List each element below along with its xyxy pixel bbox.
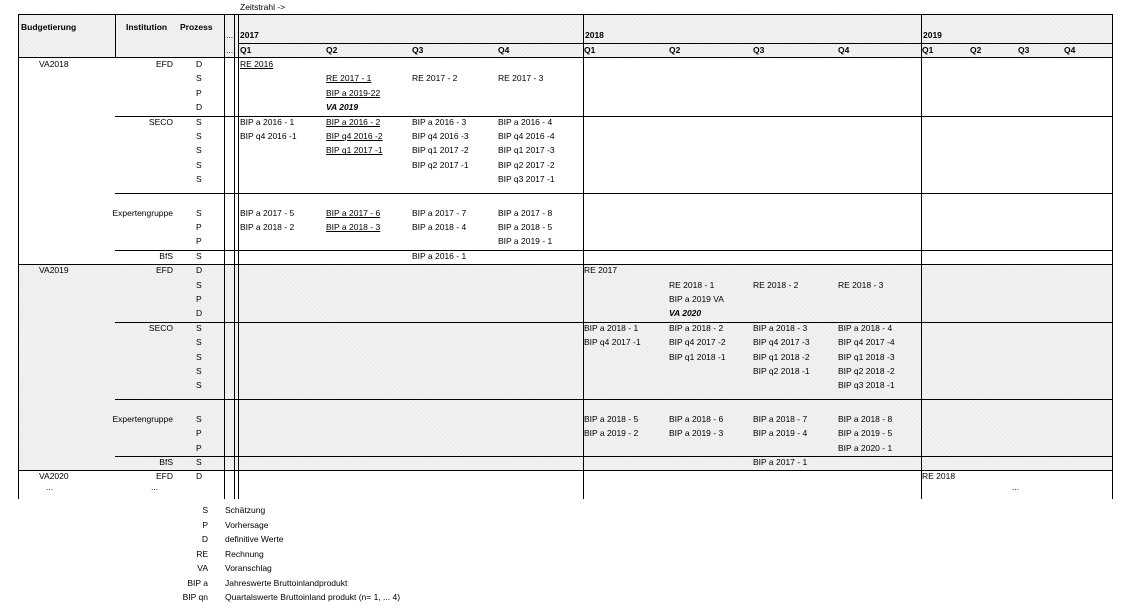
continuation-timeline: ...: [1012, 481, 1020, 492]
timeline-entry: BIP a 2018 - 8: [838, 413, 893, 424]
timeline-entry: BIP a 2018 - 3: [753, 322, 808, 333]
timeline-entry: BIP a 2018 - 1: [584, 322, 639, 333]
legend-text: Schätzung: [225, 505, 266, 515]
timeline-entry: BIP a 2016 - 2: [326, 116, 381, 127]
timeline-entry: BIP a 2018 - 3: [326, 222, 381, 232]
group-border: [115, 193, 1113, 194]
legend-text: definitive Werte: [225, 534, 284, 544]
budgetierung-header: Budgetierung: [21, 22, 77, 32]
timeline-label: Zeitstrahl ->: [240, 2, 286, 12]
process-code: S: [196, 457, 202, 467]
continuation-institution: ...: [151, 481, 159, 492]
process-code: S: [196, 413, 202, 424]
quarter-label-2018-q2: Q2: [669, 45, 681, 55]
year-column-border: [238, 14, 239, 499]
legend-abbr: P: [202, 519, 208, 530]
legend-abbr: BIP qn: [182, 592, 208, 602]
group-border: [115, 399, 1113, 400]
timeline-entry: BIP q1 2017 -1: [326, 145, 383, 156]
timeline-entry: BIP q4 2017 -1: [584, 337, 641, 348]
table-right-border: [1112, 14, 1113, 499]
process-code: D: [196, 102, 203, 113]
timeline-entry: RE 2018 - 2: [753, 279, 799, 290]
timeline-entry: BIP q4 2017 -2: [669, 337, 726, 348]
timeline-entry: BIP a 2017 - 6: [326, 207, 381, 218]
timeline-entry: RE 2017 - 2: [412, 73, 458, 84]
timeline-entry: BIP a 2018 - 7: [753, 413, 808, 424]
process-code: P: [196, 442, 202, 453]
process-code: S: [196, 279, 202, 290]
group-border: [115, 456, 1113, 457]
timeline-entry: BIP a 2019 - 4: [753, 428, 808, 439]
legend-abbr: BIP a: [187, 577, 208, 588]
timeline-entry: BIP a 2016 - 1: [412, 250, 467, 261]
legend-abbr: S: [202, 505, 208, 515]
process-code: S: [196, 207, 202, 218]
process-code: S: [196, 351, 202, 362]
quarter-label-2019-q3: Q3: [1018, 45, 1030, 55]
timeline-entry: BIP a 2018 - 5: [584, 413, 639, 424]
timeline-entry: BIP q4 2017 -4: [838, 337, 895, 348]
ellipsis-column-border: [234, 14, 235, 499]
timeline-entry: BIP q1 2018 -1: [669, 351, 726, 362]
budget-label-va2020: VA2020: [39, 471, 69, 482]
quarter-label-2018-q4: Q4: [838, 45, 850, 55]
process-code: S: [196, 366, 202, 376]
timeline-entry: BIP q1 2018 -3: [838, 351, 895, 362]
institution-efd: EFD: [156, 471, 173, 482]
timeline-entry: RE 2017 - 1: [326, 73, 372, 84]
timeline-entry: BIP a 2019-22: [326, 87, 381, 98]
quarter-label-2017-q2: Q2: [326, 45, 338, 55]
timeline-entry: RE 2018 - 3: [838, 279, 884, 290]
timeline-entry: BIP q3 2018 -1: [838, 380, 895, 391]
process-code: S: [196, 145, 202, 156]
timeline-entry: RE 2018 - 1: [669, 279, 715, 290]
year-column-border: [583, 14, 584, 499]
ellipsis-column-border: [224, 14, 225, 499]
institution-efd: EFD: [156, 59, 173, 69]
process-code: S: [196, 250, 202, 261]
quarter-label-2018-q3: Q3: [753, 45, 765, 55]
timeline-entry: BIP a 2017 - 1: [753, 457, 808, 467]
quarter-label-2019-q4: Q4: [1064, 45, 1076, 55]
timeline-entry: RE 2017 - 3: [498, 73, 544, 84]
timeline-entry: BIP q4 2016 -4: [498, 131, 555, 141]
institution-bfs: BfS: [159, 250, 173, 261]
quarter-label-2018-q1: Q1: [584, 45, 596, 55]
year-label-2019: 2019: [923, 30, 942, 40]
timeline-entry: RE 2018: [922, 471, 956, 482]
timeline-entry: BIP q2 2017 -2: [498, 159, 555, 170]
timeline-entry: RE 2017: [584, 265, 618, 276]
institution-seco: SECO: [148, 322, 173, 333]
continuation-budget: ...: [46, 481, 54, 492]
timeline-entry: BIP q1 2017 -2: [412, 145, 469, 156]
timeline-entry: BIP a 2017 - 7: [412, 207, 467, 218]
timeline-entry: BIP q2 2018 -1: [753, 366, 810, 376]
quarter-label-2019-q1: Q1: [922, 45, 934, 55]
timeline-entry: BIP a 2019 - 2: [584, 428, 639, 439]
year-label-2017: 2017: [240, 30, 259, 40]
timeline-entry: BIP q4 2016 -2: [326, 131, 383, 141]
timeline-entry: BIP q2 2018 -2: [838, 366, 895, 376]
institution-expertengruppe: Expertengruppe: [112, 207, 173, 218]
timeline-entry: BIP q4 2016 -3: [412, 131, 469, 141]
legend-text: Voranschlag: [225, 563, 272, 573]
timeline-entry: BIP a 2016 - 1: [240, 116, 295, 127]
institution-efd: EFD: [156, 265, 173, 276]
legend-abbr: D: [201, 534, 208, 544]
timeline-entry: BIP a 2016 - 3: [412, 116, 467, 127]
process-code: P: [196, 294, 202, 304]
timeline-entry: BIP a 2018 - 2: [240, 222, 295, 232]
timeline-entry: BIP a 2018 - 6: [669, 413, 724, 424]
legend-abbr: RE: [196, 548, 208, 559]
timeline-entry: BIP a 2018 - 4: [838, 322, 893, 333]
budget-label-va2019: VA2019: [39, 265, 69, 276]
header-bottom-border: [18, 57, 1113, 58]
timeline-entry: BIP q1 2018 -2: [753, 351, 810, 362]
timeline-entry: BIP a 2019 - 1: [498, 236, 553, 247]
timeline-entry: BIP a 2017 - 8: [498, 207, 553, 218]
process-code: S: [196, 116, 202, 127]
timeline-entry: BIP a 2017 - 5: [240, 207, 295, 218]
process-code: P: [196, 236, 202, 247]
process-code: S: [196, 159, 202, 170]
legend-text: Quartalswerte Bruttoinland produkt (n= 1, ... 4): [225, 592, 401, 602]
process-code: S: [196, 322, 202, 333]
timeline-entry: BIP q3 2017 -1: [498, 174, 555, 185]
timeline-entry: BIP a 2019 - 3: [669, 428, 724, 439]
section-shading: [19, 264, 1112, 470]
timeline-entry: BIP a 2016 - 4: [498, 116, 553, 127]
process-code: S: [196, 73, 202, 84]
section-border: [18, 264, 1113, 265]
process-code: D: [196, 471, 203, 482]
timeline-entry: BIP q2 2017 -1: [412, 159, 469, 170]
timeline-entry: RE 2016: [240, 59, 274, 69]
header-divider: [115, 14, 116, 57]
section-border: [18, 470, 1113, 471]
institution-expertengruppe: Expertengruppe: [112, 413, 173, 424]
institution-header: Institution: [126, 22, 168, 32]
header-top-border: [18, 14, 1113, 15]
group-border: [115, 322, 1113, 323]
quarter-label-2017-q1: Q1: [240, 45, 252, 55]
timeline-entry: BIP a 2020 - 1: [838, 442, 893, 453]
year-column-border: [921, 14, 922, 499]
timeline-entry: VA 2019: [326, 102, 359, 113]
legend-text: Jahreswerte Bruttoinlandprodukt: [225, 577, 348, 588]
timeline-entry: BIP q4 2017 -3: [753, 337, 810, 348]
process-code: S: [196, 131, 202, 141]
year-label-2018: 2018: [585, 30, 604, 40]
quarter-row-border: [238, 43, 1112, 44]
process-code: D: [196, 59, 203, 69]
timeline-entry: BIP q1 2017 -3: [498, 145, 555, 156]
prozess-header: Prozess: [180, 22, 213, 32]
legend-abbr: VA: [197, 563, 208, 573]
quarter-label-2017-q3: Q3: [412, 45, 424, 55]
process-code: S: [196, 174, 202, 185]
group-border: [115, 250, 1113, 251]
timeline-entry: BIP a 2019 - 5: [838, 428, 893, 439]
institution-bfs: BfS: [159, 457, 173, 467]
ellipsis-header: ...: [226, 45, 234, 55]
process-code: S: [196, 380, 202, 391]
process-code: D: [196, 265, 203, 276]
timeline-entry: VA 2020: [669, 308, 702, 319]
legend-text: Vorhersage: [225, 519, 269, 530]
timeline-entry: BIP a 2018 - 2: [669, 322, 724, 333]
process-code: D: [196, 308, 203, 319]
group-border: [115, 116, 1113, 117]
legend-text: Rechnung: [225, 548, 264, 559]
table-left-border: [18, 14, 19, 499]
timeline-entry: BIP a 2019 VA: [669, 294, 724, 304]
timeline-entry: BIP a 2018 - 5: [498, 222, 553, 232]
timeline-entry: BIP a 2018 - 4: [412, 222, 467, 232]
process-code: P: [196, 222, 202, 232]
timeline-entry: BIP q4 2016 -1: [240, 131, 297, 141]
budget-label-va2018: VA2018: [39, 59, 69, 69]
ellipsis-header: ...: [226, 30, 234, 40]
process-code: P: [196, 87, 202, 98]
institution-seco: SECO: [148, 116, 173, 127]
quarter-label-2017-q4: Q4: [498, 45, 510, 55]
process-code: P: [196, 428, 202, 439]
process-code: S: [196, 337, 202, 348]
quarter-label-2019-q2: Q2: [970, 45, 982, 55]
